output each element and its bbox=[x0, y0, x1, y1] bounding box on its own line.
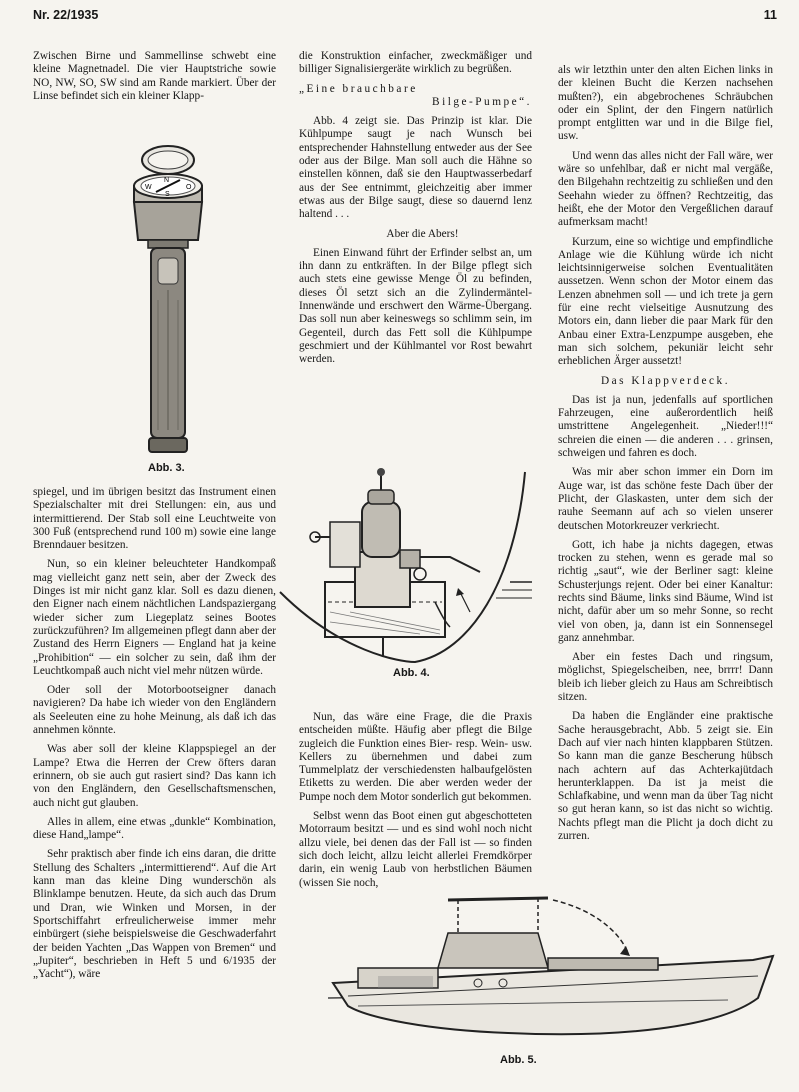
paragraph: spiegel, und im übrigen besitzt das Instrument einen Spezialschalter mit drei Stellungen: ein, aus und intermittierend. Der Stab soll eine Leuchtweite von 300 Fuß (entsprechend rund 100 m) sowie eine lange Brenndauer besitzen. bbox=[33, 486, 276, 552]
heading-line-1: „Eine brauchbare bbox=[299, 82, 418, 95]
page-header-issue: Nr. 22/1935 bbox=[33, 8, 99, 22]
column-1-top bbox=[33, 50, 276, 109]
compass-letter-w: W bbox=[145, 184, 152, 191]
section-heading-bilge-pumpe bbox=[299, 83, 532, 110]
paragraph: Zwischen Birne und Sammellinse schwebt eine kleine Magnetnadel. Die vier Hauptstriche sowie NO, NW, SO, SW sind am Rande markiert. Über der Linse befindet sich ein kleiner Klapp- bbox=[33, 50, 276, 102]
page-number: 11 bbox=[763, 8, 777, 22]
paragraph: Kurzum, eine so wichtige und empfindliche Anlage wie die Kühlung würde ich nicht leichtsinnigerweise solchen Eventualitäten aussetzen. Wenn schon der Motor einem das Lenzen abnehmen soll — und ich trete ja gern für eine recht vielseitige Ausnutzung des Motors ein, dann lieber die paar Mark für den Anbau einer Extra-Lenzpumpe ausgeben, ehe man sich solchem, pekuniär leicht sehr erheblichen Ärger aussetzt! bbox=[558, 235, 773, 368]
paragraph: Sehr praktisch aber finde ich eins daran, die dritte Stellung des Schalters „intermittierend“. Auf die Art kann man das kleine Ding wunderschön als Blinklampe benutzen. Heute, da sich auch das Drum und Dran, wie Winken und Morsen, in der Sportschiffahrt erfreulicherweise immer mehr einbürgert (siehe beispielsweise die Geschwaderfahrt der beiden Yachten „Das Wappen von Bremen“ und „Jupiter“, beschrieben in Heft 5 und 6/1935 der „Yacht“), wäre bbox=[33, 848, 276, 981]
paragraph: Nun, das wäre eine Frage, die die Praxis entscheiden müßte. Häufig aber pflegt die Bilge zugleich die Funktion eines Bier- resp. Wein- usw. Kellers zu übernehmen und dabei zum Tummelplatz der verschiedensten halbaufgelösten Etiketts zu werden. Die aber werden weder der Pumpe noch dem Motor sonderlich gut bekommen. bbox=[299, 711, 532, 803]
figure-abb5-caption: Abb. 5. bbox=[500, 1054, 537, 1066]
paragraph: als wir letzthin unter den alten Eichen links in der kleinen Bucht die Kerzen nachsehen mußten?), ein abgebrochenes Schräubchen oder ein Splint, der den Fingern natürlich prompt entglitten war und in die Bilge fiel, usw. bbox=[558, 64, 773, 143]
paragraph: Selbst wenn das Boot einen gut abgeschotteten Motorraum besitzt — und es sind wohl noch nicht allzu viele, bei denen das der Fall ist — so finden sich doch leicht, allzu leicht allerlei Fremdkörper darin, ein wenig Laub von herbstlichen Bäumen (wissen Sie noch, bbox=[299, 810, 532, 889]
figure-abb5-illustration bbox=[318, 888, 778, 1048]
paragraph: Einen Einwand führt der Erfinder selbst an, um ihn dann zu entkräften. In der Bilge pflegt sich auch stets eine gewisse Menge Öl zu befinden, dieses Öl setzt sich an die Zylindermäntel-Innenwände und erschwert den Wärme-Übergang. Das soll nun aber keineswegs so schlimm sein, im Gegenteil, durch das Fett soll die Kühlpumpe geschmiert und der Kühlmantel vor Rost bewahrt werden. bbox=[299, 246, 532, 366]
compass-letter-n: N bbox=[164, 177, 170, 184]
figure-abb4-illustration bbox=[270, 462, 545, 667]
paragraph: Abb. 4 zeigt sie. Das Prinzip ist klar. Die Kühlpumpe saugt je nach Wunsch bei entsprechender Hahnstellung entweder aus der See oder aus der Bilge. Man soll auch die Hähne so einstellen können, daß sie den Hauptwasserbedarf aus der See entnimmt, gleichzeitig aber immer etwas aus der Bilge saugt, diese so dauernd lenz haltend . . . bbox=[299, 115, 532, 221]
section-heading-klappverdeck: Das Klappverdeck. bbox=[600, 374, 731, 387]
compass-letter-o: O bbox=[186, 184, 192, 191]
figure-abb3-caption: Abb. 3. bbox=[148, 462, 185, 474]
paragraph: Oder soll der Motorbootseigner danach navigieren? Da habe ich wieder von den Engländern als Seeleuten eine zu hohe Meinung, als daß ich das annehmen könnte. bbox=[33, 684, 276, 737]
paragraph: Gott, ich habe ja nichts dagegen, etwas trocken zu stehen, wenn es gerade mal so richtig „saut“, wie der Berliner sagt: kleine Schusterjungs rejent. Oder bei einer Kanaltur: rechts sind Bäume, links sind Bäume, Wind ist nicht, dafür aber um so mehr Sonne, so recht viel von oben, ja, dann ist ein Sonnensegel ganz annehmbar. bbox=[558, 538, 773, 644]
column-3 bbox=[558, 64, 773, 849]
paragraph: Alles in allem, eine etwas „dunkle“ Kombination, diese Hand„lampe“. bbox=[33, 815, 276, 842]
column-2-bottom bbox=[299, 711, 532, 896]
paragraph: Und wenn das alles nicht der Fall wäre, wer wäre so unfehlbar, daß er nicht mal vergäße, den Bilgehahn rechtzeitig zu schließen und den Seehahn wieder zu öffnen? Rechtzeitig, das heißt, ehe der Motor den Vergeßlichen darauf aufmerksam macht! bbox=[558, 149, 773, 229]
paragraph: Was aber soll der kleine Klappspiegel an der Lampe? Etwa die Herren der Crew öfters daran erinnern, ob sie auch gut rasiert sind? Das kann ich von den Engländern, den Gesellschaftsmenschen, auch nicht gut glauben. bbox=[33, 743, 276, 809]
figure-abb4-caption: Abb. 4. bbox=[393, 667, 430, 679]
paragraph: Aber die Abers! bbox=[386, 227, 459, 240]
figure-abb3-illustration bbox=[118, 140, 218, 460]
column-2-top bbox=[299, 50, 532, 373]
paragraph: Aber ein festes Dach und ringsum, möglichst, Spiegelscheiben, nee, brrrr! Dann bleib ich lieber gleich zu Haus am Schreibtisch sitzen. bbox=[558, 651, 773, 704]
paragraph: die Konstruktion einfacher, zweckmäßiger und billiger Signalisiergeräte wirklich zu begrüßen. bbox=[299, 50, 532, 76]
column-1-bottom bbox=[33, 486, 276, 987]
paragraph: Nun, so ein kleiner beleuchteter Handkompaß mag vielleicht ganz nett sein, aber der Zweck des Dinges ist mir nicht ganz klar. Soll es dazu dienen, den Eigner nach einem nächtlichen Landspaziergang wieder sicher zum Liegeplatz seines Bootes zurückzuführen? Im allgemeinen pflegt dann aber der Zustand des Herrn Eigners — England hat ja keine „Prohibition“ — ein solcher zu sein, daß ihm der Leuchtkompaß auch nicht viel mehr nützen würde. bbox=[33, 558, 276, 677]
heading-line-2: Bilge-Pumpe“. bbox=[432, 95, 532, 108]
paragraph: Was mir aber schon immer ein Dorn im Auge war, ist das schöne feste Dach über der Plicht, der Glaskasten, unter dem sich der rauhe Seemann auf ach so vielen unserer deutschen Motorkreuzer verkriecht. bbox=[558, 466, 773, 532]
paragraph: Da haben die Engländer eine praktische Sache herausgebracht, Abb. 5 zeigt sie. Ein Dach auf vier nach hinten klappbaren Stützen. So kann man die ganze Bescherung hübsch nach achtern auf das Achterkajütdach herunterklappen. Da ist ja meist die Schlafkabine, und wenn man da über Tag nicht so gut heran kann, so ist das nicht so wichtig. Nachts pflegt man die Plicht ja doch dicht zu zurren. bbox=[558, 710, 773, 843]
compass-letter-s: S bbox=[165, 191, 170, 198]
paragraph: Das ist ja nun, jedenfalls auf sportlichen Fahrzeugen, eine außerordentlich heiß umstrittene Angelegenheit. „Nieder!!!“ schreien die einen — die anderen . . . grinsen, schweigen und fahren es doch. bbox=[558, 393, 773, 460]
